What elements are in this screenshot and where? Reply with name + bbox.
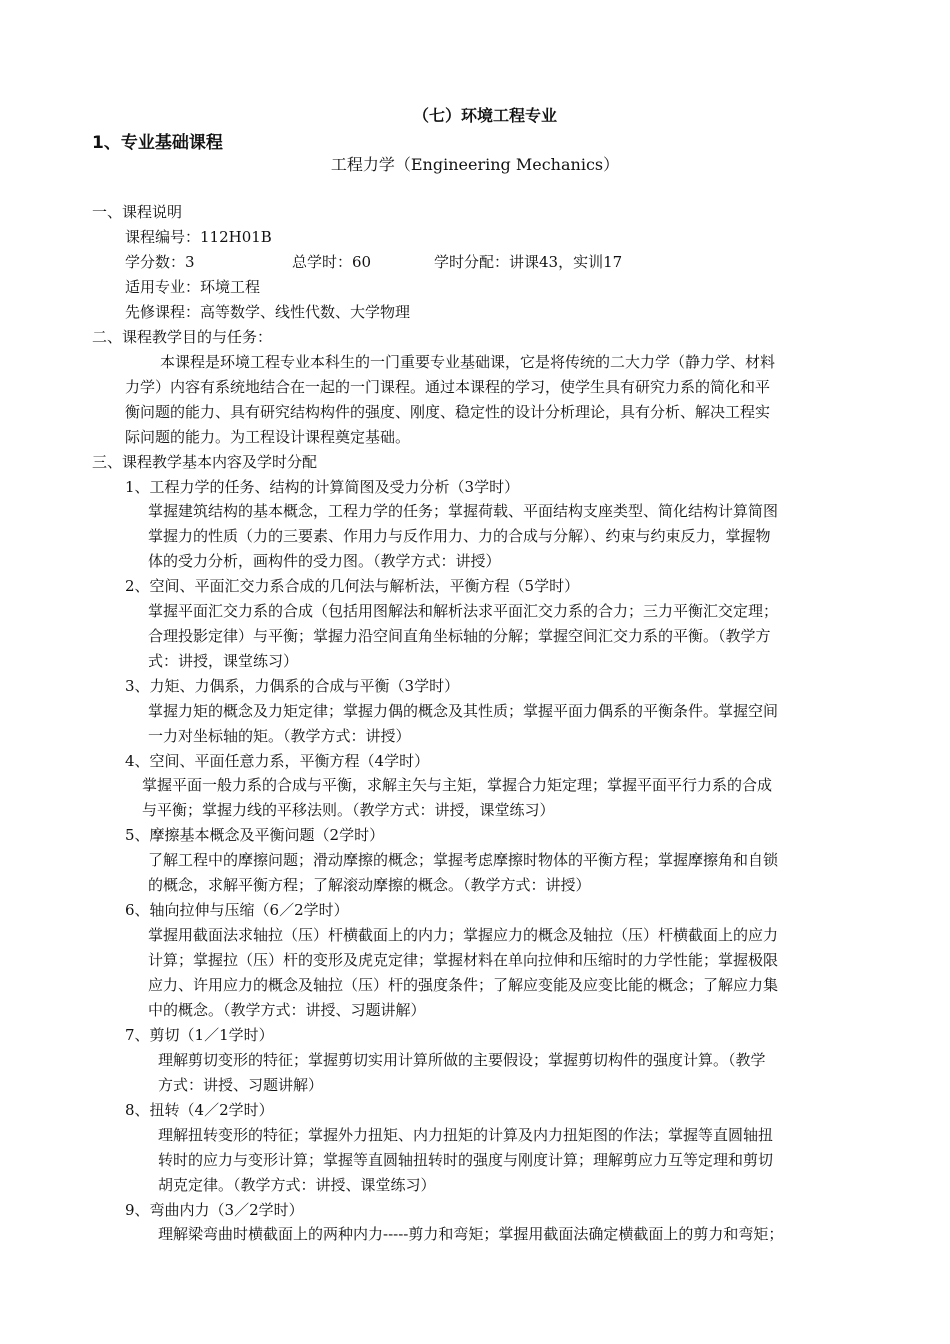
item-title: 1、工程力学的任务、结构的计算简图及受力分析（3学时） (125, 478, 520, 496)
part2-heading: 二、课程教学目的与任务： (92, 328, 273, 346)
course-title: 工程力学（Engineering Mechanics） (330, 155, 620, 174)
part1-heading: 一、课程说明 (92, 203, 183, 221)
item-line: 的概念，求解平衡方程；了解滚动摩擦的概念。（教学方式：讲授） (148, 876, 591, 894)
item-title: 9、弯曲内力（3／2学时） (125, 1201, 304, 1219)
item-title: 6、轴向拉伸与压缩（6／2学时） (125, 901, 349, 919)
credits: 学分数：3 (125, 253, 195, 271)
total-hours: 总学时：60 (292, 253, 372, 271)
part2-line: 本课程是环境工程专业本科生的一门重要专业基础课，它是将传统的二大力学（静力学、材料 (160, 353, 776, 371)
item-line: 式：讲授，课堂练习） (148, 652, 299, 670)
item-line: 一力对坐标轴的矩。（教学方式：讲授） (148, 727, 411, 745)
prerequisites: 先修课程：高等数学、线性代数、大学物理 (125, 303, 411, 321)
item-line: 理解梁弯曲时横截面上的两种内力-----剪力和弯矩；掌握用截面法确定横截面上的剪力和弯矩； (158, 1225, 784, 1243)
item-title: 2、空间、平面汇交力系合成的几何法与解析法，平衡方程（5学时） (125, 577, 580, 595)
item-line: 掌握平面汇交力系的合成（包括用图解法和解析法求平面汇交力系的合力；三力平衡汇交定理； (148, 602, 779, 620)
part2-line: 际问题的能力。为工程设计课程奠定基础。 (125, 428, 411, 446)
item-line: 计算；掌握拉（压）杆的变形及虎克定律；掌握材料在单向拉伸和压缩时的力学性能；掌握极限 (148, 951, 779, 969)
item-line: 掌握用截面法求轴拉（压）杆横截面上的内力；掌握应力的概念及轴拉（压）杆横截面上的应力 (148, 926, 779, 944)
main-title: （七）环境工程专业 (412, 106, 557, 125)
item-line: 方式：讲授、习题讲解） (158, 1076, 324, 1094)
item-line: 了解工程中的摩擦问题；滑动摩擦的概念；掌握考虑摩擦时物体的平衡方程；掌握摩擦角和自锁 (148, 851, 779, 869)
item-title: 3、力矩、力偶系，力偶系的合成与平衡（3学时） (125, 677, 460, 695)
item-line: 合理投影定律）与平衡；掌握力沿空间直角坐标轴的分解；掌握空间汇交力系的平衡。（教学方 (148, 627, 771, 645)
item-line: 转时的应力与变形计算；掌握等直圆轴扭转时的强度与刚度计算；理解剪应力互等定理和剪切 (158, 1151, 774, 1169)
item-line: 掌握建筑结构的基本概念，工程力学的任务；掌握荷载、平面结构支座类型、简化结构计算简图 (148, 502, 779, 520)
item-title: 4、空间、平面任意力系，平衡方程（4学时） (125, 752, 430, 770)
item-line: 应力、许用应力的概念及轴拉（压）杆的强度条件；了解应变能及应变比能的概念；了解应力集 (148, 976, 779, 994)
part2-line: 力学）内容有系统地结合在一起的一门课程。通过本课程的学习，使学生具有研究力系的简化和平 (125, 378, 771, 396)
applicable-major: 适用专业：环境工程 (125, 278, 261, 296)
course-code: 课程编号：112H01B (125, 228, 272, 246)
item-line: 中的概念。（教学方式：讲授、习题讲解） (148, 1001, 426, 1019)
part3-heading: 三、课程教学基本内容及学时分配 (92, 453, 318, 471)
item-line: 理解扭转变形的特征；掌握外力扭矩、内力扭矩的计算及内力扭矩图的作法；掌握等直圆轴扭 (158, 1126, 774, 1144)
item-title: 8、扭转（4／2学时） (125, 1101, 274, 1119)
hours-split: 学时分配：讲课43，实训17 (434, 253, 623, 271)
item-line: 理解剪切变形的特征；掌握剪切实用计算所做的主要假设；掌握剪切构件的强度计算。（教学 (158, 1051, 766, 1069)
item-line: 与平衡；掌握力线的平移法则。（教学方式：讲授，课堂练习） (142, 801, 555, 819)
part2-line: 衡问题的能力、具有研究结构构件的强度、刚度、稳定性的设计分析理论，具有分析、解决工程实 (125, 403, 771, 421)
item-line: 掌握平面一般力系的合成与平衡，求解主矢与主矩，掌握合力矩定理；掌握平面平行力系的合成 (142, 776, 773, 794)
item-line: 体的受力分析，画构件的受力图。（教学方式：讲授） (148, 552, 501, 570)
item-line: 掌握力矩的概念及力矩定律；掌握力偶的概念及其性质；掌握平面力偶系的平衡条件。掌握空间 (148, 702, 779, 720)
section-heading: 1、专业基础课程 (92, 133, 223, 153)
item-title: 5、摩擦基本概念及平衡问题（2学时） (125, 826, 385, 844)
item-title: 7、剪切（1／1学时） (125, 1026, 274, 1044)
item-line: 胡克定律。（教学方式：讲授、课堂练习） (158, 1176, 436, 1194)
item-line: 掌握力的性质（力的三要素、作用力与反作用力、力的合成与分解）、约束与约束反力，掌握物 (148, 527, 771, 545)
